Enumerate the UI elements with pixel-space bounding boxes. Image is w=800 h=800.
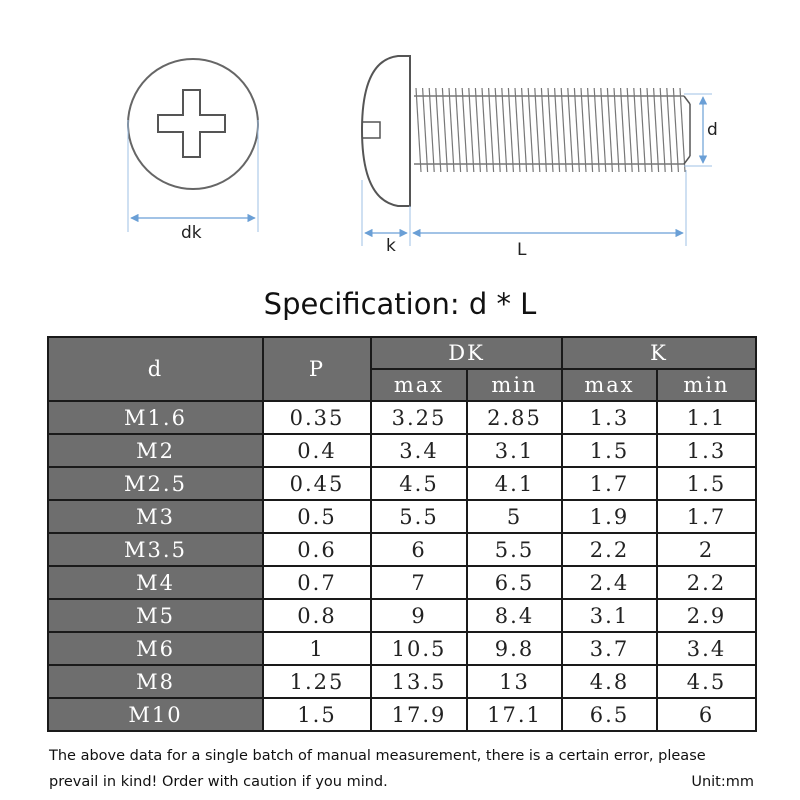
cell-P: 0.7 bbox=[263, 566, 371, 599]
cell-dk-max: 10.5 bbox=[371, 632, 467, 665]
table-row bbox=[48, 665, 756, 698]
cell-k-max: 2.4 bbox=[562, 566, 657, 599]
diameter-label: d bbox=[707, 120, 718, 140]
table-row bbox=[48, 500, 756, 533]
cell-dk-max: 13.5 bbox=[371, 665, 467, 698]
cell-k-min: 3.4 bbox=[657, 632, 756, 665]
cell-k-max: 4.8 bbox=[562, 665, 657, 698]
cell-P: 0.45 bbox=[263, 467, 371, 500]
table-row bbox=[48, 401, 756, 434]
cell-P: 1.25 bbox=[263, 665, 371, 698]
cell-k-max: 1.5 bbox=[562, 434, 657, 467]
cell-dk-min: 5 bbox=[467, 500, 562, 533]
table-row bbox=[48, 434, 756, 467]
table-row bbox=[48, 533, 756, 566]
header-k-min: min bbox=[657, 369, 756, 401]
cell-P: 0.4 bbox=[263, 434, 371, 467]
header-dk-min: min bbox=[467, 369, 562, 401]
screw-head-top-view-icon bbox=[128, 59, 258, 232]
cell-P: 1 bbox=[263, 632, 371, 665]
cell-dk-max: 5.5 bbox=[371, 500, 467, 533]
cell-dk-min: 9.8 bbox=[467, 632, 562, 665]
unit-label: Unit:mm bbox=[691, 774, 754, 790]
cell-k-min: 1.1 bbox=[657, 401, 756, 434]
cell-dk-max: 9 bbox=[371, 599, 467, 632]
cell-dk-min: 4.1 bbox=[467, 467, 562, 500]
cell-k-max: 3.1 bbox=[562, 599, 657, 632]
cell-k-min: 2.2 bbox=[657, 566, 756, 599]
table-row bbox=[48, 467, 756, 500]
k-label: k bbox=[386, 236, 396, 256]
cell-k-min: 1.3 bbox=[657, 434, 756, 467]
cell-k-min: 2 bbox=[657, 533, 756, 566]
disclaimer-note: The above data for a single batch of manual measurement, there is a certain error, please prevail in kind! Order with caution if you mind. bbox=[49, 748, 706, 790]
header-dk-max: max bbox=[371, 369, 467, 401]
cell-k-min: 4.5 bbox=[657, 665, 756, 698]
cell-dk-min: 8.4 bbox=[467, 599, 562, 632]
cell-dk-min: 2.85 bbox=[467, 401, 562, 434]
cell-dk-min: 17.1 bbox=[467, 698, 562, 731]
cell-d: M1.6 bbox=[48, 401, 263, 434]
cell-k-max: 6.5 bbox=[562, 698, 657, 731]
cell-dk-max: 3.4 bbox=[371, 434, 467, 467]
cell-dk-max: 6 bbox=[371, 533, 467, 566]
cell-dk-max: 7 bbox=[371, 566, 467, 599]
cell-dk-min: 5.5 bbox=[467, 533, 562, 566]
table-row bbox=[48, 599, 756, 632]
screw-side-view-icon bbox=[362, 56, 712, 246]
cell-dk-min: 13 bbox=[467, 665, 562, 698]
cell-dk-max: 4.5 bbox=[371, 467, 467, 500]
screw-diagram bbox=[0, 0, 800, 290]
cell-P: 0.8 bbox=[263, 599, 371, 632]
cell-d: M6 bbox=[48, 632, 263, 665]
cell-d: M2.5 bbox=[48, 467, 263, 500]
cell-dk-max: 17.9 bbox=[371, 698, 467, 731]
header-d: d bbox=[48, 337, 263, 401]
cell-d: M3.5 bbox=[48, 533, 263, 566]
specification-table bbox=[47, 336, 757, 732]
cell-dk-min: 3.1 bbox=[467, 434, 562, 467]
screw-drawing bbox=[0, 0, 800, 290]
table-row bbox=[48, 632, 756, 665]
cell-k-min: 1.7 bbox=[657, 500, 756, 533]
length-label: L bbox=[517, 240, 527, 260]
cell-d: M4 bbox=[48, 566, 263, 599]
cell-P: 0.35 bbox=[263, 401, 371, 434]
cell-k-min: 6 bbox=[657, 698, 756, 731]
table-row bbox=[48, 698, 756, 731]
page-title: Specification: d * L bbox=[263, 287, 537, 321]
cell-k-max: 1.7 bbox=[562, 467, 657, 500]
cell-k-max: 3.7 bbox=[562, 632, 657, 665]
cell-k-min: 1.5 bbox=[657, 467, 756, 500]
table-row bbox=[48, 566, 756, 599]
cell-d: M10 bbox=[48, 698, 263, 731]
cell-P: 0.6 bbox=[263, 533, 371, 566]
dk-label: dk bbox=[181, 223, 202, 243]
cell-d: M5 bbox=[48, 599, 263, 632]
specification-table-body bbox=[48, 401, 756, 731]
cell-k-max: 1.3 bbox=[562, 401, 657, 434]
header-k-max: max bbox=[562, 369, 657, 401]
header-dk: DK bbox=[371, 337, 562, 369]
cell-d: M2 bbox=[48, 434, 263, 467]
cell-P: 0.5 bbox=[263, 500, 371, 533]
header-p: P bbox=[263, 337, 371, 401]
cell-k-max: 2.2 bbox=[562, 533, 657, 566]
cell-dk-min: 6.5 bbox=[467, 566, 562, 599]
cell-P: 1.5 bbox=[263, 698, 371, 731]
cell-dk-max: 3.25 bbox=[371, 401, 467, 434]
cell-d: M3 bbox=[48, 500, 263, 533]
cell-d: M8 bbox=[48, 665, 263, 698]
header-k: K bbox=[562, 337, 756, 369]
cell-k-min: 2.9 bbox=[657, 599, 756, 632]
cell-k-max: 1.9 bbox=[562, 500, 657, 533]
